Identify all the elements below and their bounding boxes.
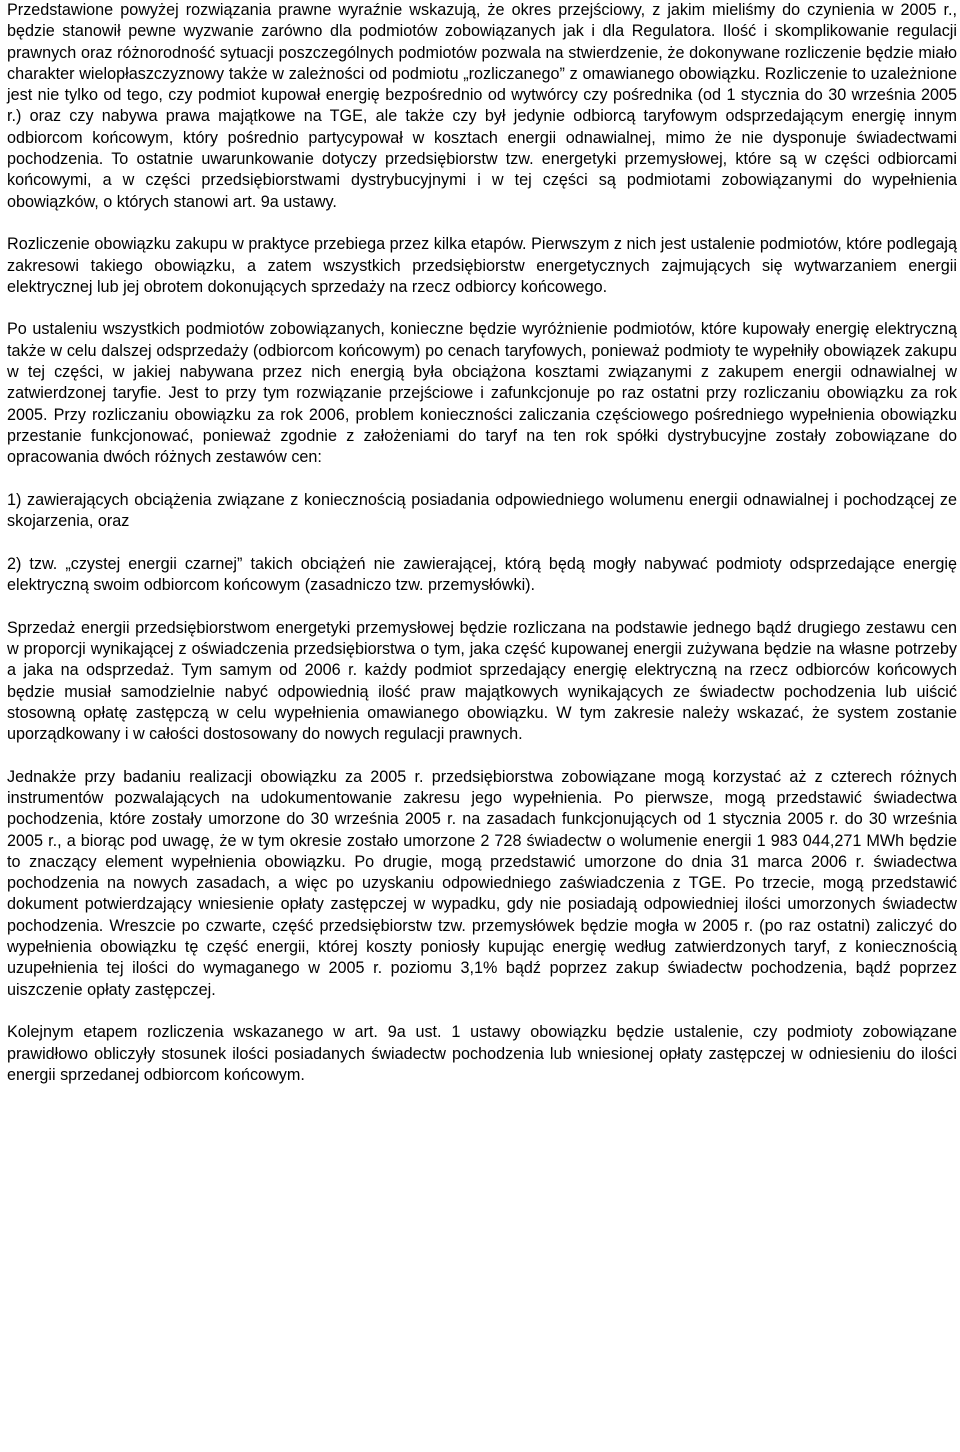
list-item-price-set-1: 1) zawierających obciążenia związane z koniecznością posiadania odpowiedniego wolumenu energii odnawialnej i pochodzącej ze skojarzenia, oraz bbox=[7, 490, 957, 531]
paragraph-tariff-buyers: Po ustaleniu wszystkich podmiotów zobowiązanych, konieczne będzie wyróżnienie podmiotów, które kupowały energię elektryczną także w celu dalszej odsprzedaży (odbiorcom końcowym) po cenach taryfowych, ponieważ podmioty te wypełniły obowiązek zakupu w tej części, w jakiej nabywana przez nich energią była obciążona kosztami związanymi z zakupem energii odnawialnej w zatwierdzonej taryfie. Jest to przy tym rozwiązanie przejściowe i zafunkcjonuje po raz ostatni przy rozliczaniu obowiązku za rok 2005. Przy rozliczaniu obowiązku za rok 2006, problem konieczności zaliczania częściowego pośredniego wypełnienia obowiązku przestanie funkcjonować, ponieważ zgodnie z założeniami do taryf na ten rok spółki dystrybucyjne zostały zobowiązane do opracowania dwóch różnych zestawów cen: bbox=[7, 320, 957, 467]
paragraph-settlement-stages: Rozliczenie obowiązku zakupu w praktyce przebiega przez kilka etapów. Pierwszym z nich jest ustalenie podmiotów, które podlegają zakresowi takiego obowiązku, a zatem wszystkich przedsiębiorstw energetycznych zajmujących się wytwarzaniem energii elektrycznej lub jej obrotem dokonujących sprzedaży na rzecz odbiorcy końcowego. bbox=[7, 235, 957, 296]
list-item-price-set-2: 2) tzw. „czystej energii czarnej” takich obciążeń nie zawierającej, którą będą mogły nabywać podmioty odsprzedające energię elektryczną swoim odbiorcom końcowym (zasadniczo tzw. przemysłówki). bbox=[7, 554, 957, 595]
paragraph-industrial-energy-sales: Sprzedaż energii przedsiębiorstwom energetyki przemysłowej będzie rozliczana na podstawie jednego bądź drugiego zestawu cen w proporcji wynikającej z oświadczenia przedsiębiorstwa o tym, jaka część kupowanej energii zużywana będzie na własne potrzeby a jaka na odsprzedaż. Tym samym od 2006 r. każdy podmiot sprzedający energię elektryczną na rzecz odbiorców końcowych będzie musiał samodzielnie nabyć odpowiednią ilość praw majątkowych wynikających ze świadectw pochodzenia lub uiścić stosowną opłatę zastępczą w celu wypełnienia omawianego obowiązku. W tym zakresie należy wskazać, że system zostanie uporządkowany i w całości dostosowany do nowych regulacji prawnych. bbox=[7, 618, 957, 744]
paragraph-four-instruments: Jednakże przy badaniu realizacji obowiązku za 2005 r. przedsiębiorstwa zobowiązane mogą korzystać aż z czterech różnych instrumentów pozwalających na udokumentowanie zakresu jego wypełnienia. Po pierwsze, mogą przedstawić świadectwa pochodzenia, które zostały umorzone do 30 września 2005 r. na zasadach funkcjonujących od 1 stycznia 2005 r. do 30 września 2005 r., a biorąc pod uwagę, że w tym okresie zostało umorzone 2 728 świadectw o wolumenie energii 1 983 044,271 MWh będzie to znaczący element wypełnienia obowiązku. Po drugie, mogą przedstawić umorzone do dnia 31 marca 2006 r. świadectwa pochodzenia na nowych zasadach, a więc po uzyskaniu odpowiedniego zaświadczenia z TGE. Po trzecie, mogą przedstawić dokument potwierdzający wniesienie opłaty zastępczej w wypadku, gdy nie posiadają odpowiedniej ilości umorzonych świadectw pochodzenia. Wreszcie po czwarte, część przedsiębiorstw tzw. przemysłówek będzie mogła w 2005 r. (po raz ostatni) zaliczyć do wypełnienia obowiązku tę część energii, której koszty poniosły kupując energię według zatwierdzonych taryf, z koniecznością uzupełnienia tej ilości do wymaganego w 2005 r. poziomu 3,1% bądź poprzez zakup świadectw pochodzenia, bądź poprzez uiszczenie opłaty zastępczej. bbox=[7, 767, 957, 999]
paragraph-next-stage: Kolejnym etapem rozliczenia wskazanego w art. 9a ust. 1 ustawy obowiązku będzie ustalenie, czy podmioty zobowiązane prawidłowo obliczyły stosunek ilości posiadanych świadectw pochodzenia lub wniesionej opłaty zastępczej w odniesieniu do ilości energii sprzedanej odbiorcom końcowym. bbox=[7, 1023, 957, 1084]
document-page bbox=[7, 0, 957, 1086]
paragraph-transition-period: Przedstawione powyżej rozwiązania prawne wyraźnie wskazują, że okres przejściowy, z jakim mieliśmy do czynienia w 2005 r., będzie stanowił pewne wyzwanie zarówno dla podmiotów zobowiązanych jak i dla Regulatora. Ilość i skomplikowanie regulacji prawnych oraz różnorodność sytuacji poszczególnych podmiotów pozwala na stwierdzenie, że dokonywane rozliczenie będzie miało charakter wielopłaszczyznowy także w zależności od podmiotu „rozliczanego” z omawianego obowiązku. Rozliczenie to uzależnione jest nie tylko od tego, czy podmiot kupował energię bezpośrednio od wytwórcy czy pośrednika (od 1 stycznia do 30 września 2005 r.) oraz czy nabywa prawa majątkowe na TGE, ale także czy był jedynie odbiorcą taryfowym odsprzedającym energię innym odbiorcom końcowym, który pośrednio partycypował w kosztach energii odnawialnej, mimo że nie dysponuje świadectwami pochodzenia. To ostatnie uwarunkowanie dotyczy przedsiębiorstw tzw. energetyki przemysłowej, które są w części odbiorcami końcowymi, a w części przedsiębiorstwami dystrybucyjnymi i w tej części są podmiotami zobowiązanymi do wypełnienia obowiązków, o których stanowi art. 9a ustawy. bbox=[7, 1, 957, 211]
